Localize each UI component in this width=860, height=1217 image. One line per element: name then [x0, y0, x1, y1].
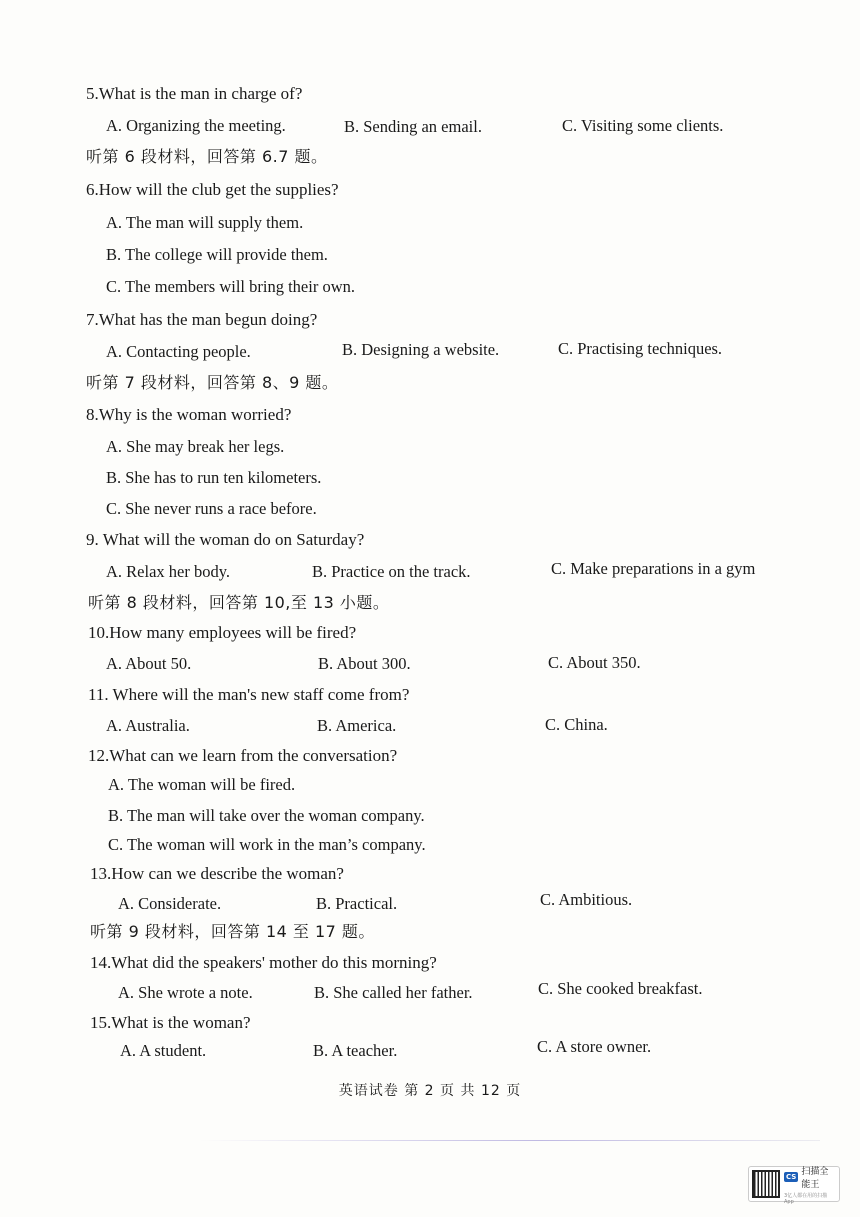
question-11-option-b: B. America.: [317, 716, 397, 735]
question-8-option-b: B. She has to run ten kilometers.: [106, 468, 322, 487]
question-12-stem: 12.What can we learn from the conversation?: [88, 746, 398, 765]
section-7-instruction: 听第 7 段材料，回答第 8、9 题。: [86, 373, 339, 392]
question-8-option-c: C. She never runs a race before.: [106, 499, 317, 518]
question-5-option-c: C. Visiting some clients.: [562, 116, 724, 135]
question-13-stem: 13.How can we describe the woman?: [90, 864, 344, 883]
question-6-option-b: B. The college will provide them.: [106, 245, 328, 264]
question-5-option-a: A. Organizing the meeting.: [106, 116, 286, 135]
question-15-stem: 15.What is the woman?: [90, 1013, 251, 1032]
question-11-stem: 11. Where will the man's new staff come from?: [88, 685, 410, 704]
question-14-stem: 14.What did the speakers' mother do this morning?: [90, 953, 437, 972]
question-10-option-b: B. About 300.: [318, 654, 411, 673]
question-9-option-c: C. Make preparations in a gym: [551, 559, 756, 578]
page-footer: 英语试卷 第 2 页 共 12 页: [338, 1083, 522, 1099]
question-6-stem: 6.How will the club get the supplies?: [86, 180, 339, 199]
question-5-option-b: B. Sending an email.: [344, 117, 482, 136]
question-8-option-a: A. She may break her legs.: [106, 437, 285, 456]
section-6-instruction: 听第 6 段材料，回答第 6.7 题。: [86, 147, 328, 166]
question-10-option-a: A. About 50.: [106, 654, 192, 673]
question-15-option-a: A. A student.: [120, 1041, 207, 1060]
question-13-option-b: B. Practical.: [316, 894, 398, 913]
question-15-option-b: B. A teacher.: [313, 1041, 398, 1060]
question-11-option-a: A. Australia.: [106, 716, 190, 735]
question-9-option-b: B. Practice on the track.: [312, 562, 471, 581]
question-13-option-c: C. Ambitious.: [540, 890, 633, 909]
question-7-option-b: B. Designing a website.: [342, 340, 500, 359]
question-12-option-a: A. The woman will be fired.: [108, 775, 296, 794]
cs-logo-icon: CS: [786, 1172, 797, 1181]
question-6-option-c: C. The members will bring their own.: [106, 277, 355, 296]
scanner-app-tagline: 3亿人都在用的扫描App: [784, 1192, 828, 1205]
question-7-option-c: C. Practising techniques.: [558, 339, 723, 358]
question-11-option-c: C. China.: [545, 715, 608, 734]
question-10-option-c: C. About 350.: [548, 653, 641, 672]
question-6-option-a: A. The man will supply them.: [106, 213, 304, 232]
section-9-instruction: 听第 9 段材料，回答第 14 至 17 题。: [90, 922, 375, 941]
question-9-option-a: A. Relax her body.: [106, 562, 231, 581]
scan-divider: [200, 1140, 820, 1141]
question-14-option-a: A. She wrote a note.: [118, 983, 253, 1002]
question-13-option-a: A. Considerate.: [118, 894, 222, 913]
question-14-option-b: B. She called her father.: [314, 983, 473, 1002]
question-14-option-c: C. She cooked breakfast.: [538, 979, 703, 998]
question-15-option-c: C. A store owner.: [537, 1037, 652, 1056]
question-10-stem: 10.How many employees will be fired?: [88, 623, 357, 642]
qr-code-icon: [752, 1170, 780, 1198]
question-9-stem: 9. What will the woman do on Saturday?: [86, 530, 365, 549]
question-7-stem: 7.What has the man begun doing?: [86, 310, 318, 329]
scanner-app-name: 扫描全能王: [801, 1166, 829, 1190]
question-8-stem: 8.Why is the woman worried?: [86, 405, 292, 424]
question-12-option-b: B. The man will take over the woman company.: [108, 806, 425, 825]
section-8-instruction: 听第 8 段材料，回答第 10,至 13 小题。: [88, 593, 390, 612]
question-12-option-c: C. The woman will work in the man’s company.: [108, 835, 426, 854]
scanner-badge: [748, 1166, 840, 1205]
question-5-stem: 5.What is the man in charge of?: [86, 84, 303, 103]
question-7-option-a: A. Contacting people.: [106, 342, 251, 361]
